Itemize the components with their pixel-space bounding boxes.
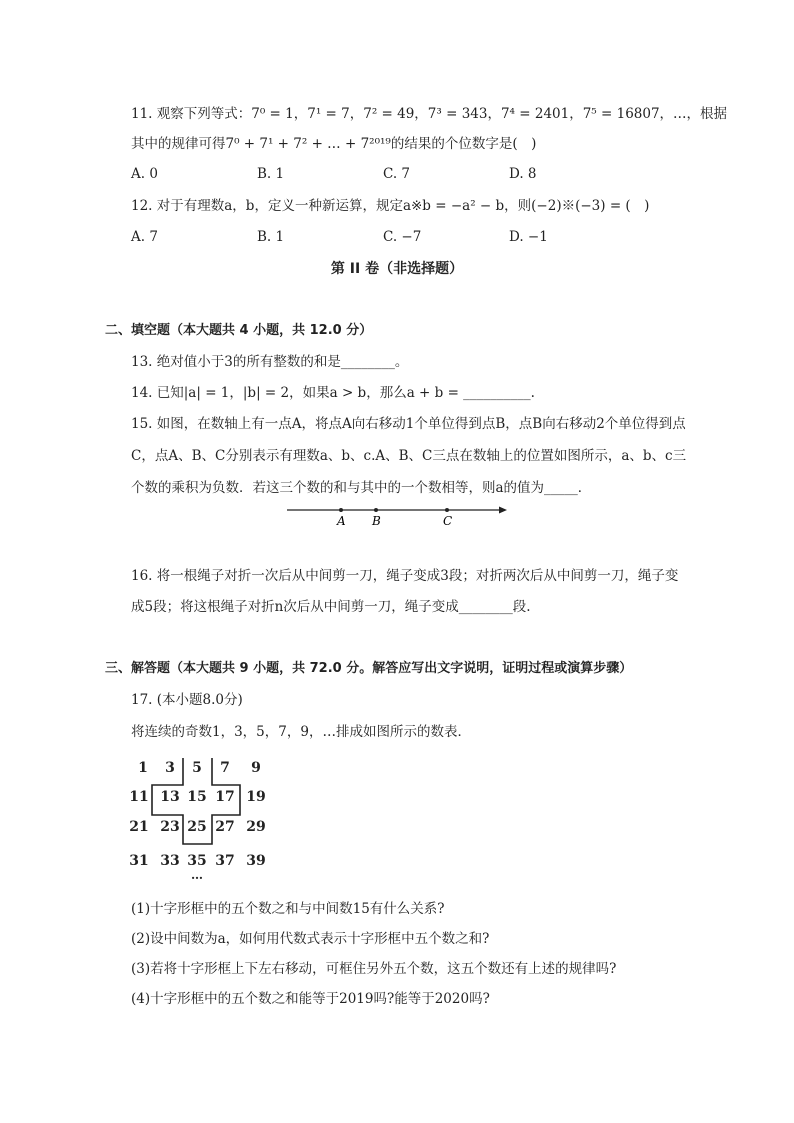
q17-sub4: (4)十字形框中的五个数之和能等于2019吗?能等于2020吗? xyxy=(131,991,490,1007)
q12-option-d: D. −1 xyxy=(509,229,548,245)
table-cell: 15 xyxy=(187,789,207,805)
section3-heading: 三、解答题（本大题共 9 小题，共 72.0 分。解答应写出文字说明，证明过程或演算步骤） xyxy=(105,661,633,676)
point-a-label: A xyxy=(337,514,346,528)
q15-line2: C，点A、B、C分别表示有理数a、b、c.A、B、C三点在数轴上的位置如图所示，a、b、c三 xyxy=(131,448,687,464)
q12-option-b: B. 1 xyxy=(257,229,285,245)
cross-frame xyxy=(128,758,278,858)
q11-option-b: B. 1 xyxy=(257,166,285,182)
table-cell: 13 xyxy=(160,789,180,805)
table-cell: 25 xyxy=(187,819,207,835)
q17-title: 17. (本小题8.0分) xyxy=(131,692,243,708)
q17-sub2: (2)设中间数为a，如何用代数式表示十字形框中五个数之和? xyxy=(131,931,490,947)
table-cell: 39 xyxy=(246,853,266,869)
q11-line2: 其中的规律可得7⁰ + 7¹ + 7² + … + 7²⁰¹⁹的结果的个位数字是( ) xyxy=(131,136,537,152)
table-cell: 27 xyxy=(215,819,235,835)
table-cell: 19 xyxy=(246,789,266,805)
table-cell: 1 xyxy=(138,760,148,776)
table-cell: 37 xyxy=(215,853,235,869)
q16-line1: 16. 将一根绳子对折一次后从中间剪一刀，绳子变成3段；对折两次后从中间剪一刀，绳子变 xyxy=(131,568,679,584)
table-continuation: … xyxy=(191,868,203,882)
point-c-label: C xyxy=(443,514,453,528)
table-cell: 9 xyxy=(251,760,261,776)
q11-option-a: A. 0 xyxy=(131,166,158,182)
q11-option-c: C. 7 xyxy=(383,166,411,182)
table-cell: 35 xyxy=(187,853,207,869)
q11-line1: 11. 观察下列等式：7⁰ = 1，7¹ = 7，7² = 49，7³ = 343，7⁴ = 2401，7⁵ = 16807，…，根据 xyxy=(131,106,728,122)
q17-sub3: (3)若将十字形框上下左右移动，可框住另外五个数，这五个数还有上述的规律吗? xyxy=(131,961,617,977)
odd-number-table xyxy=(128,758,278,888)
volume-title: 第 II 卷（非选择题） xyxy=(330,261,464,277)
q16-line2: 成5段；将这根绳子对折n次后从中间剪一刀，绳子变成________段. xyxy=(131,599,531,615)
table-cell: 33 xyxy=(160,853,180,869)
point-c-dot xyxy=(445,508,449,512)
q12-option-c: C. −7 xyxy=(383,229,422,245)
table-cell: 21 xyxy=(129,819,149,835)
q14-text: 14. 已知|a| = 1，|b| = 2，如果a > b，那么a + b = __________. xyxy=(131,385,535,401)
table-cell: 31 xyxy=(129,853,149,869)
section2-heading: 二、填空题（本大题共 4 小题，共 12.0 分） xyxy=(105,323,373,338)
q17-sub1: (1)十字形框中的五个数之和与中间数15有什么关系? xyxy=(131,901,445,917)
point-b-dot xyxy=(374,508,378,512)
q11-option-d: D. 8 xyxy=(509,166,537,182)
q12-line1: 12. 对于有理数a，b，定义一种新运算，规定a※b = −a² − b，则(−2)※(−3) = ( ) xyxy=(131,198,650,214)
point-b-label: B xyxy=(372,514,381,528)
table-cell: 7 xyxy=(220,760,230,776)
point-a-dot xyxy=(339,508,343,512)
table-cell: 17 xyxy=(215,789,235,805)
number-line-arrow xyxy=(499,507,507,514)
number-line-figure xyxy=(285,500,515,530)
q15-line3: 个数的乘积为负数．若这三个数的和与其中的一个数相等，则a的值为_____． xyxy=(131,480,592,496)
table-cell: 23 xyxy=(160,819,180,835)
table-cell: 29 xyxy=(246,819,266,835)
q17-intro: 将连续的奇数1，3，5，7，9，…排成如图所示的数表． xyxy=(131,724,471,740)
q13-text: 13. 绝对值小于3的所有整数的和是________。 xyxy=(131,354,409,370)
table-cell: 3 xyxy=(165,760,175,776)
q12-option-a: A. 7 xyxy=(131,229,158,245)
table-cell: 11 xyxy=(129,789,149,805)
q15-line1: 15. 如图，在数轴上有一点A，将点A向右移动1个单位得到点B，点B向右移动2个单位得到点 xyxy=(131,416,686,432)
table-cell: 5 xyxy=(192,760,202,776)
